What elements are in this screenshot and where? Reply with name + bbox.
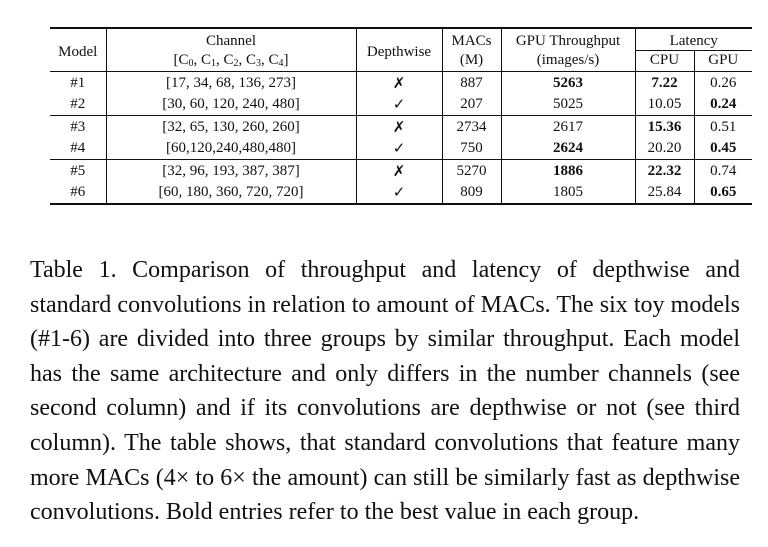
comparison-table-container xyxy=(50,27,739,205)
header-channel: Channel xyxy=(106,28,356,51)
cell-gpu: 0.51 xyxy=(694,116,752,138)
table-row xyxy=(50,72,752,94)
check-icon: ✓ xyxy=(356,93,442,116)
cell-channel: [60,120,240,480,480] xyxy=(106,137,356,160)
header-gpu: GPU xyxy=(694,51,752,72)
cell-macs: 207 xyxy=(442,93,501,116)
cell-throughput: 1886 xyxy=(501,160,635,182)
header-channel-subscripts: [$C_0$, $C_1$, $C_2$, $C_3$, $C_4$] xyxy=(106,51,356,72)
cell-cpu: 10.05 xyxy=(635,93,694,116)
header-macs-unit: (M) xyxy=(442,51,501,72)
cell-macs: 809 xyxy=(442,181,501,204)
cell-model: #1 xyxy=(50,72,106,94)
cell-channel: [17, 34, 68, 136, 273] xyxy=(106,72,356,94)
header-gpu-throughput-unit: (images/s) xyxy=(501,51,635,72)
cell-cpu: 7.22 xyxy=(635,72,694,94)
cell-throughput: 5263 xyxy=(501,72,635,94)
header-gpu-throughput: GPU Throughput xyxy=(501,28,635,51)
cell-cpu: 20.20 xyxy=(635,137,694,160)
table-row xyxy=(50,181,752,204)
cell-throughput: 5025 xyxy=(501,93,635,116)
cell-macs: 750 xyxy=(442,137,501,160)
header-model: Model xyxy=(50,28,106,72)
cell-gpu: 0.65 xyxy=(694,181,752,204)
cell-model: #5 xyxy=(50,160,106,182)
cell-model: #4 xyxy=(70,139,86,156)
cell-macs: 2734 xyxy=(442,116,501,138)
table-row xyxy=(50,160,752,182)
cell-gpu: 0.26 xyxy=(694,72,752,94)
cell-macs: 5270 xyxy=(442,160,501,182)
cell-gpu: 0.24 xyxy=(694,93,752,116)
header-row-1 xyxy=(50,28,752,51)
header-depthwise: Depthwise xyxy=(356,28,442,72)
cell-throughput: 2617 xyxy=(501,116,635,138)
cell-cpu: 22.32 xyxy=(635,160,694,182)
comparison-table xyxy=(50,27,752,205)
cell-model: #3 xyxy=(50,116,106,138)
cell-channel: [32, 65, 130, 260, 260] xyxy=(106,116,356,138)
table-row xyxy=(50,93,752,116)
check-icon: ✓ xyxy=(356,137,442,160)
cross-icon: ✗ xyxy=(356,72,442,94)
cell-model: #6 xyxy=(50,181,106,204)
cell-gpu: 0.74 xyxy=(694,160,752,182)
table-row xyxy=(50,116,752,138)
table-caption: Table 1. Comparison of throughput and latency of depthwise and standard convolutions in relation to amount of MACs. The six toy models (#1-6) are divided into three groups by similar throughput. Each model has the same architecture and only differs in the number channels (see second column) and if its convolutions are depthwise or not (see third column). The table shows, that standard convolutions that feature many more MACs (4× to 6× the amount) can still be similarly fast as depthwise convolutions. Bold entries refer to the best value in each group. xyxy=(30,257,740,526)
cell-cpu: 25.84 xyxy=(635,181,694,204)
cell-macs: 887 xyxy=(442,72,501,94)
cell-gpu: 0.45 xyxy=(694,137,752,160)
cell-throughput: 2624 xyxy=(501,137,635,160)
cell-channel: [32, 96, 193, 387, 387] xyxy=(106,160,356,182)
cell-cpu: 15.36 xyxy=(635,116,694,138)
cell-channel: [30, 60, 120, 240, 480] xyxy=(106,93,356,116)
header-latency: Latency xyxy=(635,28,752,51)
header-macs: MACs xyxy=(442,28,501,51)
cell-model: #2 xyxy=(70,95,86,112)
cross-icon: ✗ xyxy=(356,116,442,138)
header-cpu: CPU xyxy=(635,51,694,72)
cell-channel: [60, 180, 360, 720, 720] xyxy=(106,181,356,204)
cross-icon: ✗ xyxy=(356,160,442,182)
check-icon: ✓ xyxy=(356,181,442,204)
table-row xyxy=(50,137,752,160)
cell-throughput: 1805 xyxy=(501,181,635,204)
